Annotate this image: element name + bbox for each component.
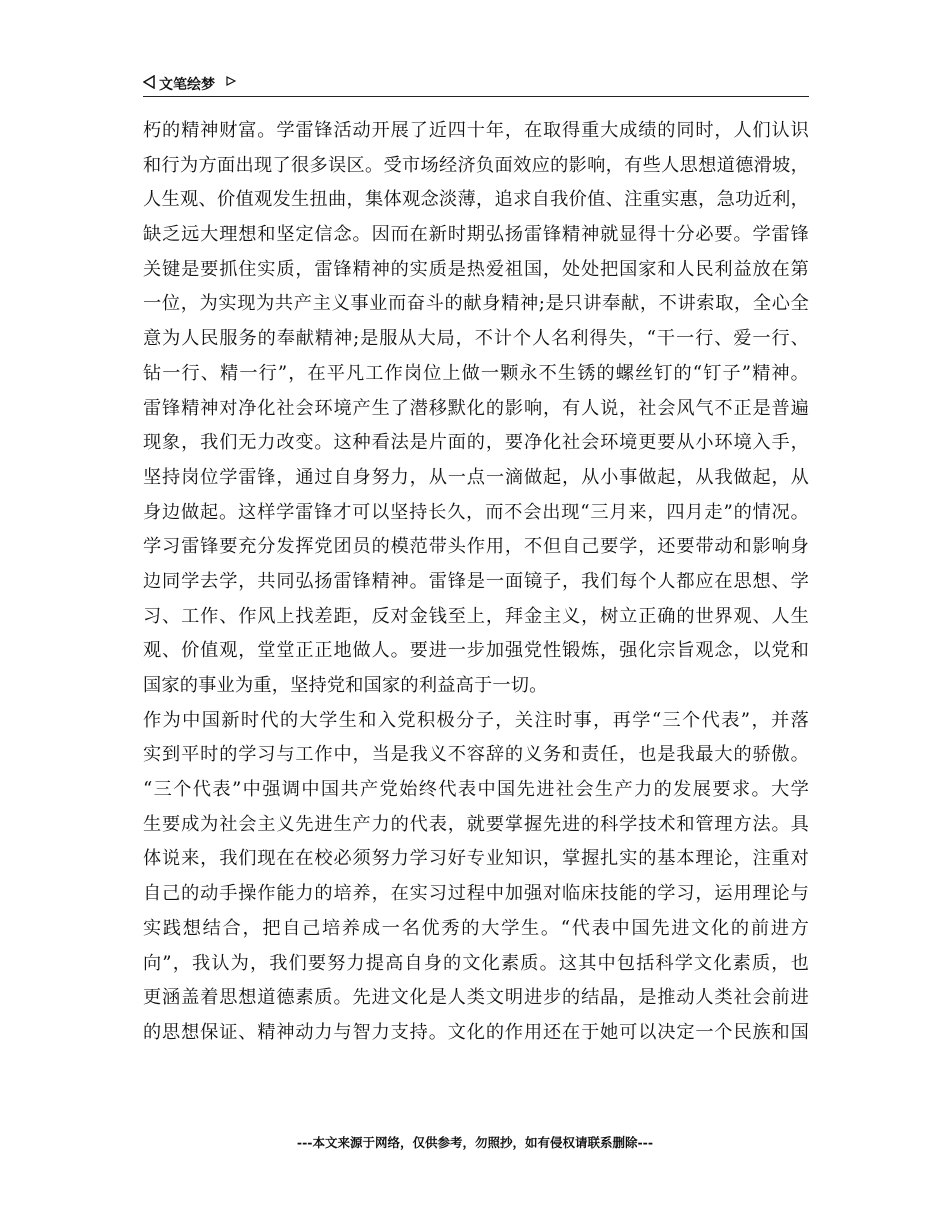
text-line: 朽的精神财富。学雷锋活动开展了近四十年，在取得重大成绩的同时，人们认识	[143, 120, 809, 141]
text-line: 学习雷锋要充分发挥党团员的模范带头作用，不但自己要学，还要带动和影响身	[143, 536, 809, 558]
footer-notice: ---本文来源于网络，仅供参考，勿照抄，如有侵权请联系删除---	[296, 1135, 654, 1150]
text-line: 钻一行、精一行”，在平凡工作岗位上做一颗永不生锈的螺丝钉的“钉子”精神。	[143, 362, 809, 384]
text-line: 作为中国新时代的大学生和入党积极分子，关注时事，再学“三个代表”，并落	[143, 709, 809, 731]
text-line: 关键是要抓住实质，雷锋精神的实质是热爱祖国，处处把国家和人民利益放在第	[143, 258, 809, 280]
page-header	[143, 72, 809, 97]
text-line: 缺乏远大理想和坚定信念。因而在新时期弘扬雷锋精神就显得十分必要。学雷锋	[143, 224, 809, 246]
text-line: 人生观、价值观发生扭曲，集体观念淡薄，追求自我价值、注重实惠，急功近利，	[143, 189, 809, 211]
document-body	[143, 114, 809, 1051]
text-line: 体说来，我们现在在校必须努力学习好专业知识，掌握扎实的基本理论，注重对	[143, 848, 809, 870]
text-line: 实践想结合，把自己培养成一名优秀的大学生。“代表中国先进文化的前进方	[143, 917, 809, 939]
text-line: 观、价值观，堂堂正正地做人。要进一步加强党性锻炼，强化宗旨观念，以党和	[143, 640, 809, 662]
text-line: 向”，我认为，我们要努力提高自身的文化素质。这其中包括科学文化素质，也	[143, 952, 809, 974]
text-line: 国家的事业为重，坚持党和国家的利益高于一切。	[143, 675, 548, 696]
text-line: 身边做起。这样学雷锋才可以坚持长久，而不会出现“三月来，四月走”的情况。	[143, 501, 809, 523]
text-line: 的思想保证、精神动力与智力支持。文化的作用还在于她可以决定一个民族和国	[143, 1021, 809, 1043]
text-line: 实到平时的学习与工作中，当是我义不容辞的义务和责任，也是我最大的骄傲。	[143, 744, 809, 766]
text-line: 自己的动手操作能力的培养，在实习过程中加强对临床技能的学习，运用理论与	[143, 883, 809, 905]
text-line: 生要成为社会主义先进生产力的代表，就要掌握先进的科学技术和管理方法。具	[143, 813, 809, 835]
text-line: 现象，我们无力改变。这种看法是片面的，要净化社会环境更要从小环境入手，	[143, 432, 809, 454]
brand-name: 文笔绘梦	[159, 77, 215, 93]
text-line: 意为人民服务的奉献精神;是服从大局，不计个人名利得失，“干一行、爱一行、	[143, 328, 809, 350]
text-line: 坚持岗位学雷锋，通过自身努力，从一点一滴做起，从小事做起，从我做起，从	[143, 466, 809, 488]
text-line: 习、工作、作风上找差距，反对金钱至上，拜金主义，树立正确的世界观、人生	[143, 605, 809, 627]
text-line: “三个代表”中强调中国共产党始终代表中国先进社会生产力的发展要求。大学	[143, 779, 809, 801]
text-line: 边同学去学，共同弘扬雷锋精神。雷锋是一面镜子，我们每个人都应在思想、学	[143, 570, 809, 592]
text-line: 雷锋精神对净化社会环境产生了潜移默化的影响，有人说，社会风气不正是普遍	[143, 397, 809, 419]
text-line: 一位，为实现为共产主义事业而奋斗的献身精神;是只讲奉献，不讲索取，全心全	[143, 293, 809, 315]
text-line: 更涵盖着思想道德素质。先进文化是人类文明进步的结晶，是推动人类社会前进	[143, 987, 809, 1009]
triangle-right-outline-icon	[226, 76, 236, 86]
triangle-left-outline-icon	[143, 75, 155, 89]
text-line: 和行为方面出现了很多误区。受市场经济负面效应的影响，有些人思想道德滑坡，	[143, 154, 809, 176]
